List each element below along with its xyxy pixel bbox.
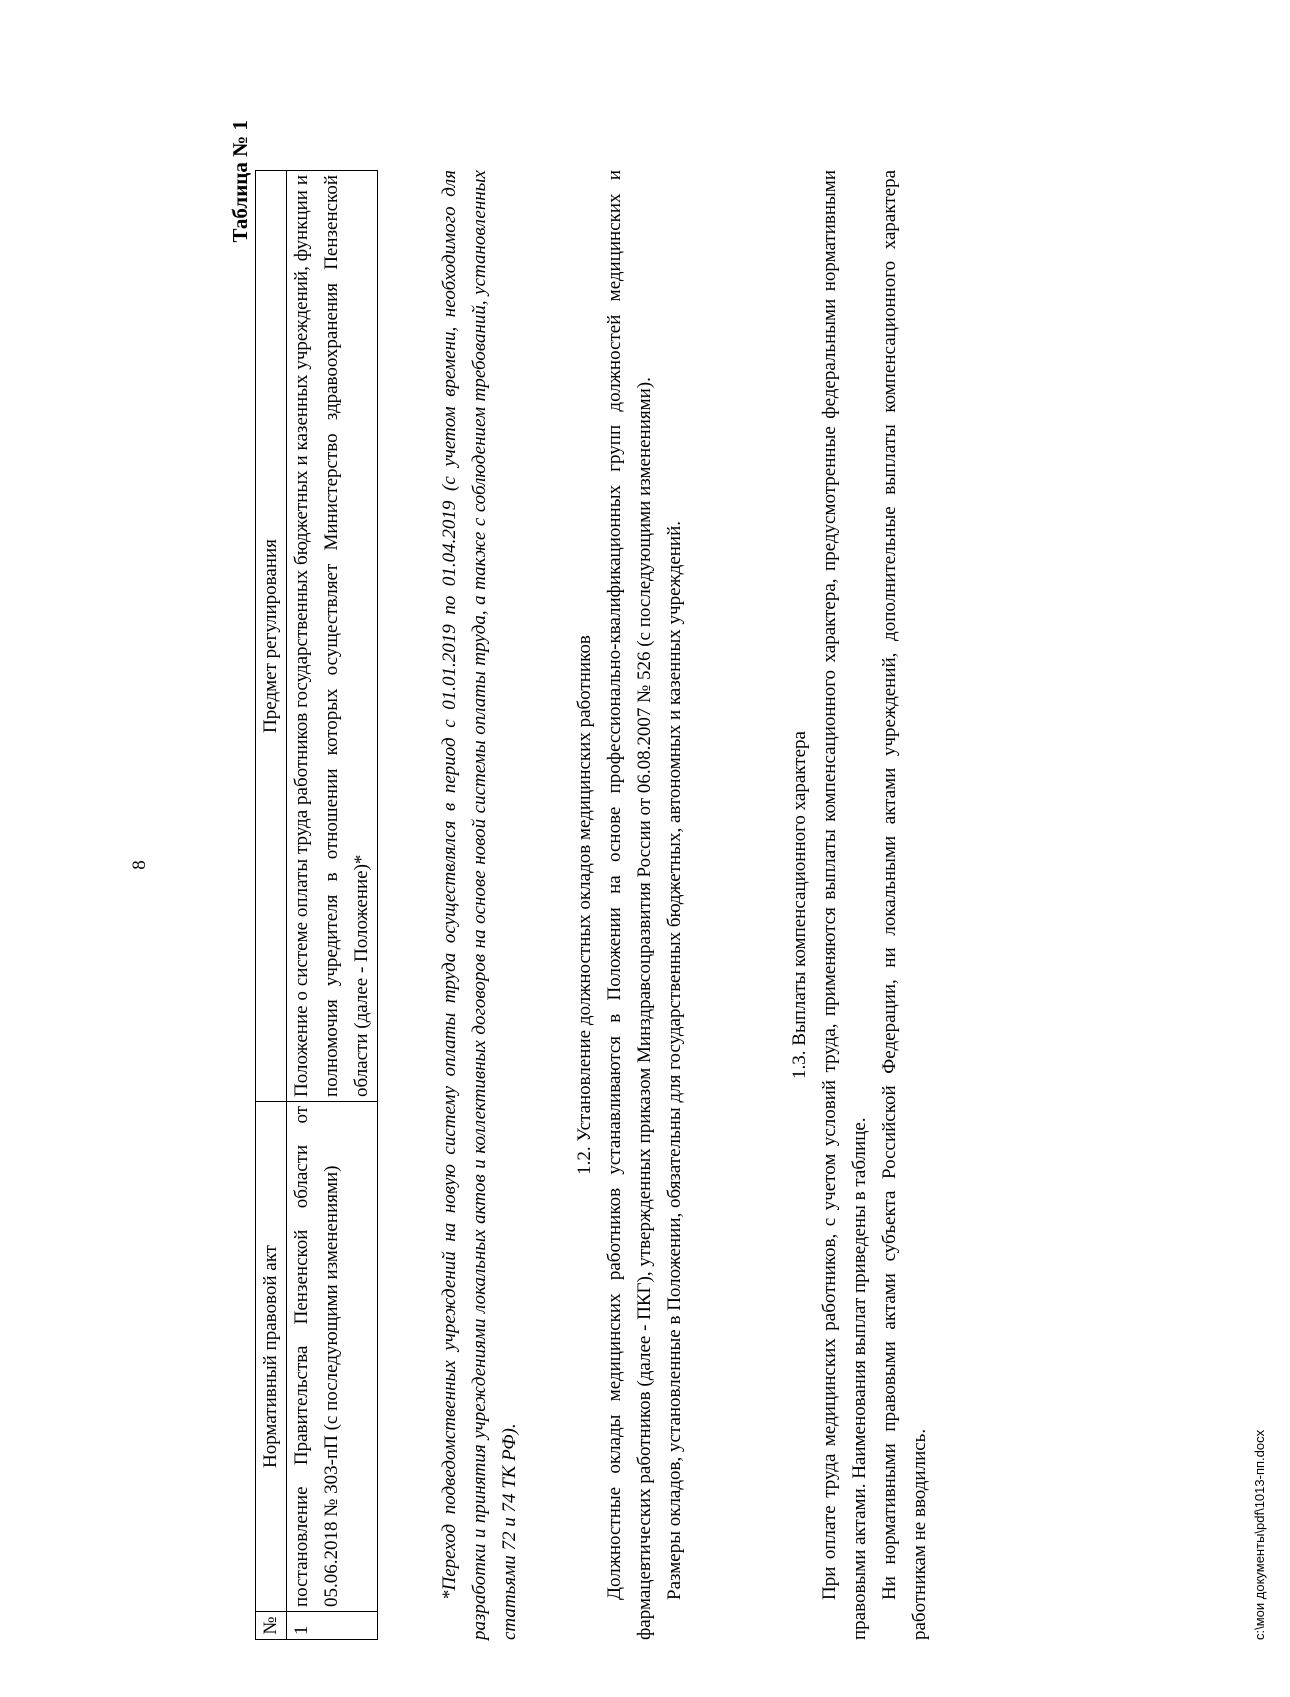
- footnote: *Переход подведомственных учреждений на новую систему оплаты труда осуществлялся в период с 01.01.2019 по 01.04.2019 (с учетом времени, необходимого для разработки и принятия учреждениями локальных актов и коллективных договоров на основе новой системы оплаты труда, а также с соблюдением требований, установленных статьями 72 и 74 ТК РФ).: [439, 170, 520, 1640]
- page-number: 8: [129, 860, 150, 870]
- file-path-footer: c:\мои документы\pdf\1013-пп.docx: [1252, 1429, 1267, 1640]
- section-1-2-paragraph: Размеры окладов, установленные в Положении, обязательны для государственных бюджетных, автономных и казенных учреждений.: [664, 520, 685, 1600]
- header-act: Нормативный правовой акт: [256, 1102, 287, 1612]
- table-header-row: [256, 171, 287, 1640]
- section-1-3-heading: 1.3. Выплаты компенсационного характера: [789, 731, 810, 1079]
- table-row: [287, 171, 378, 1640]
- row-act: постановление Правительства Пензенской области от 05.06.2018 № 303-пП (с последующими изменениями): [287, 1102, 378, 1612]
- row-subject: Положение о системе оплаты труда работников государственных бюджетных и казенных учреждений, функции и полномочия учредителя в отношении которых осуществляет Министерство здравоохранения Пензенской области (далее - Положение)*: [287, 171, 378, 1102]
- regulation-table: [255, 170, 378, 1640]
- header-num: №: [256, 1612, 287, 1640]
- section-1-2-paragraph: Должностные оклады медицинских работников устанавливаются в Положении на основе профессионально-квалификационных групп должностей медицинских и фармацевтических работников (далее - ПКГ), утвержденных приказом Минздравсоцразвития России от 06.08.2007 № 526 (с последующими изменениями).: [604, 170, 655, 1640]
- section-1-2-heading: 1.2. Установление должностных окладов медицинских работников: [574, 635, 595, 1175]
- section-1-3-body: [815, 170, 935, 1640]
- rotated-page-content: [129, 60, 1290, 1670]
- section-1-2-body: [600, 170, 690, 1640]
- row-num: 1: [287, 1612, 378, 1640]
- section-1-3-paragraph: При оплате труда медицинских работников, с учетом условий труда, применяются выплаты компенсационного характера, предусмотренные федеральными нормативными правовыми актами. Наименования выплат приведены в таблице.: [819, 170, 870, 1640]
- header-subject: Предмет регулирования: [256, 171, 287, 1102]
- section-1-3-paragraph: Ни нормативными правовыми актами субъекта Российской Федерации, ни локальными актами учреждений, дополнительные выплаты компенсационного характера работникам не вводились.: [879, 170, 930, 1640]
- table-title: Таблица № 1: [228, 120, 252, 243]
